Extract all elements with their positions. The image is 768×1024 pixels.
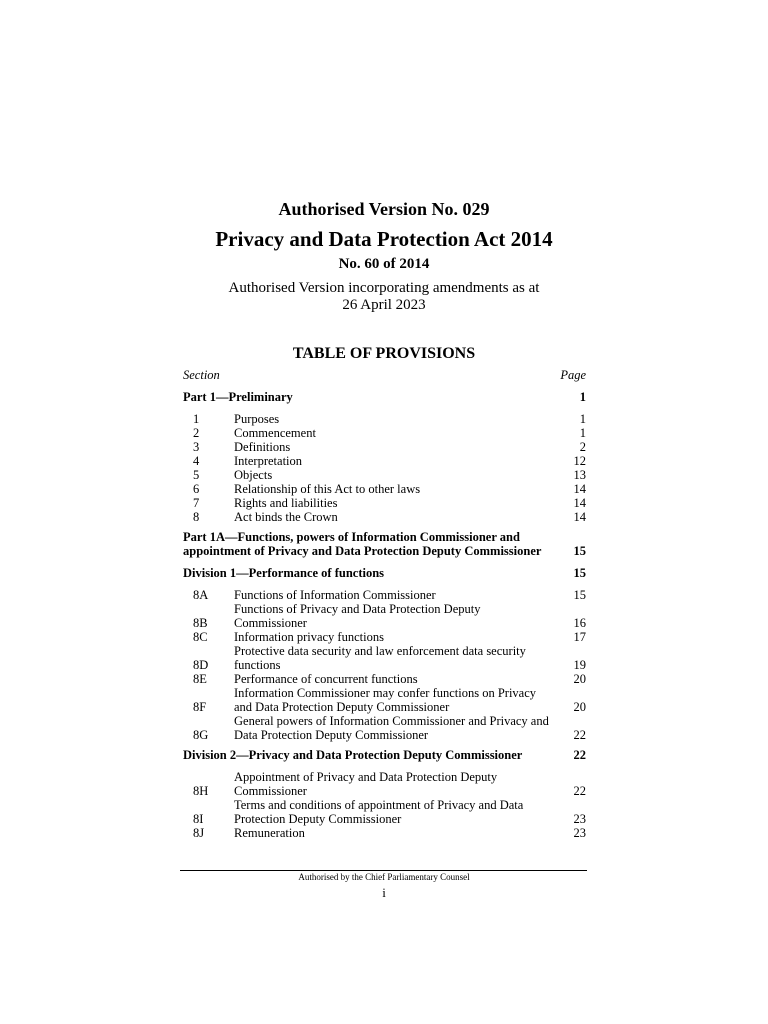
toc-entry-number: 2	[193, 426, 200, 440]
toc-entry[interactable]	[183, 482, 586, 496]
version-note-line-2: 26 April 2023	[342, 297, 426, 313]
toc-entry-number: 8J	[193, 826, 205, 840]
toc-entry-page: 12	[573, 454, 586, 468]
toc-entry-number: 8A	[193, 588, 209, 602]
toc-entry-title: Functions of Privacy and Data Protection Deputy Commissioner	[234, 602, 481, 630]
toc-entry-number: 8E	[193, 672, 207, 686]
toc-entry[interactable]	[183, 510, 586, 524]
toc-entry-title: Functions of Information Commissioner	[234, 588, 436, 602]
toc-entry-list	[183, 588, 586, 742]
toc-entry[interactable]	[183, 468, 586, 482]
toc-entry-number: 1	[193, 412, 200, 426]
act-number: No. 60 of 2014	[338, 256, 430, 272]
authorised-version: Authorised Version No. 029	[278, 199, 490, 219]
toc-entry-number: 8G	[193, 728, 209, 742]
toc-group-title: Division 1—Performance of functions	[183, 566, 385, 580]
toc-entry-page: 14	[573, 510, 586, 524]
toc-entry-title: Protective data security and law enforcement data security functions	[234, 644, 526, 672]
toc-entry-title: Definitions	[234, 440, 291, 454]
toc-entry-page: 20	[573, 700, 586, 714]
toc-entry-title: Objects	[234, 468, 273, 482]
toc-entry-title: Terms and conditions of appointment of Privacy and Data Protection Deputy Commissioner	[234, 798, 524, 826]
toc-entry-number: 8F	[193, 700, 207, 714]
toc-heading: TABLE OF PROVISIONS	[292, 345, 476, 362]
toc-group-page: 1	[579, 390, 586, 404]
toc-entry-title: Act binds the Crown	[234, 510, 338, 524]
toc-entry-page: 19	[573, 658, 586, 672]
toc-entry-number: 8H	[193, 784, 209, 798]
toc-entry-number: 8C	[193, 630, 208, 644]
toc-entry-title: General powers of Information Commissioner and Privacy and Data Protection Deputy Commissioner	[234, 714, 549, 742]
toc-entry-title: Information Commissioner may confer functions on Privacy and Data Protection Deputy Commissioner	[234, 686, 537, 714]
toc-group-title: Division 2—Privacy and Data Protection Deputy Commissioner	[183, 748, 523, 762]
toc-entry-page: 1	[579, 426, 586, 440]
toc-entry-number: 8	[193, 510, 200, 524]
act-title: Privacy and Data Protection Act 2014	[215, 227, 553, 251]
toc-entry-page: 20	[573, 672, 586, 686]
toc-group-title: Part 1A—Functions, powers of Information Commissioner and appointment of Privacy and Data Protection Deputy Commissioner	[183, 530, 542, 558]
toc-entry-number: 8I	[193, 812, 204, 826]
toc-group-page: 22	[573, 748, 586, 762]
toc-entry-title: Rights and liabilities	[234, 496, 338, 510]
toc-groups	[183, 390, 586, 840]
toc-entry-list	[183, 412, 586, 524]
toc-group-title: Part 1—Preliminary	[183, 390, 293, 404]
toc-entry-number: 8D	[193, 658, 209, 672]
toc-entry-title: Commencement	[234, 426, 316, 440]
toc-entry-title: Appointment of Privacy and Data Protection Deputy Commissioner	[234, 770, 498, 798]
toc-entry-number: 8B	[193, 616, 208, 630]
toc-entry-page: 23	[573, 812, 586, 826]
toc-entry-page: 15	[573, 588, 586, 602]
toc-entry[interactable]	[183, 798, 586, 826]
page-column-label: Page	[560, 368, 586, 382]
footer-divider	[180, 870, 587, 871]
toc-entry-title: Information privacy functions	[234, 630, 384, 644]
toc-entry-number: 4	[193, 454, 200, 468]
toc-entry[interactable]	[183, 602, 586, 630]
toc-entry[interactable]	[183, 454, 586, 468]
toc-entry-number: 5	[193, 468, 200, 482]
toc-entry-list	[183, 770, 586, 840]
toc-entry[interactable]	[183, 714, 586, 742]
toc-entry[interactable]	[183, 588, 586, 602]
toc-group-heading[interactable]	[183, 748, 586, 762]
version-note-line-1: Authorised Version incorporating amendments as at	[228, 280, 540, 296]
toc-entry[interactable]	[183, 770, 586, 798]
toc-entry[interactable]	[183, 672, 586, 686]
toc-entry-page: 17	[573, 630, 586, 644]
toc-entry-number: 7	[193, 496, 200, 510]
toc-entry-number: 6	[193, 482, 200, 496]
toc-group-heading[interactable]	[183, 390, 586, 404]
toc-entry[interactable]	[183, 426, 586, 440]
toc-entry[interactable]	[183, 686, 586, 714]
toc-entry[interactable]	[183, 644, 586, 672]
toc-entry-page: 1	[579, 412, 586, 426]
toc-column-headers	[183, 368, 586, 384]
toc-group-page: 15	[573, 544, 586, 558]
toc-entry-page: 16	[573, 616, 586, 630]
section-column-label: Section	[183, 368, 220, 382]
toc-group-heading[interactable]	[183, 530, 586, 558]
page-number: i	[382, 885, 386, 900]
version-note	[0, 280, 768, 314]
toc-entry-title: Purposes	[234, 412, 280, 426]
footer-text: Authorised by the Chief Parliamentary Counsel	[298, 872, 470, 882]
toc-entry-page: 2	[579, 440, 586, 454]
toc-entry-page: 14	[573, 496, 586, 510]
toc-entry-number: 3	[193, 440, 200, 454]
toc-entry-title: Relationship of this Act to other laws	[234, 482, 421, 496]
table-of-provisions	[183, 368, 586, 842]
toc-entry[interactable]	[183, 630, 586, 644]
toc-entry-page: 14	[573, 482, 586, 496]
toc-group-page: 15	[573, 566, 586, 580]
toc-entry[interactable]	[183, 440, 586, 454]
toc-entry-title: Performance of concurrent functions	[234, 672, 418, 686]
toc-entry-title: Remuneration	[234, 826, 305, 840]
toc-entry-page: 13	[573, 468, 586, 482]
toc-entry[interactable]	[183, 826, 586, 840]
toc-entry-page: 22	[573, 728, 586, 742]
toc-group-heading[interactable]	[183, 566, 586, 580]
toc-entry-title: Interpretation	[234, 454, 303, 468]
toc-entry-page: 22	[573, 784, 586, 798]
toc-entry-page: 23	[573, 826, 586, 840]
toc-entry[interactable]	[183, 412, 586, 426]
toc-entry[interactable]	[183, 496, 586, 510]
